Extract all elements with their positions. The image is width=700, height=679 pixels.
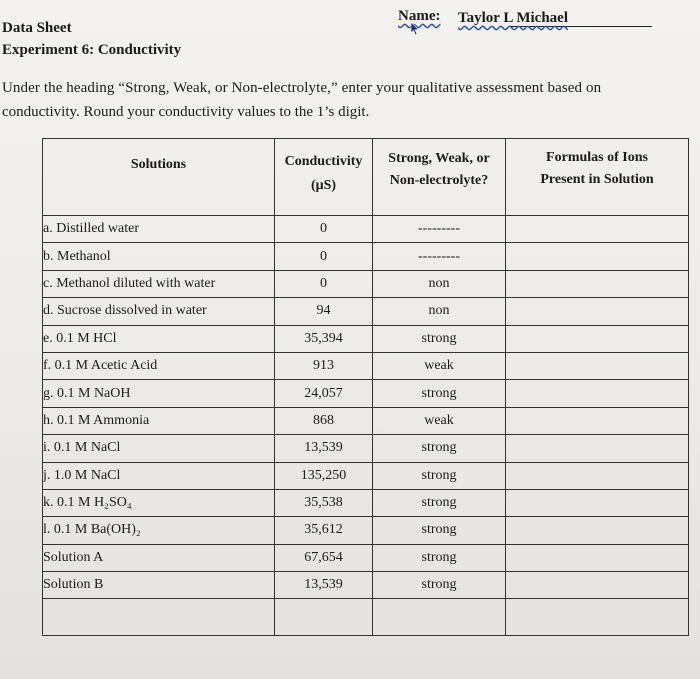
electrolyte-cell[interactable]: weak [373, 407, 506, 434]
solution-cell: a. Distilled water [43, 216, 275, 243]
conductivity-cell[interactable]: 24,057 [275, 380, 373, 407]
table-row [43, 243, 689, 270]
table-row [43, 544, 689, 571]
ions-cell[interactable] [506, 243, 689, 270]
header-electrolyte-line1: Strong, Weak, or [388, 151, 490, 166]
ions-cell[interactable] [506, 517, 689, 544]
ions-cell[interactable] [506, 270, 689, 297]
solution-cell[interactable] [43, 599, 275, 636]
table-row [43, 380, 689, 407]
conductivity-cell[interactable] [275, 599, 373, 636]
header-conductivity-line1: Conductivity [284, 154, 363, 169]
electrolyte-cell[interactable]: weak [373, 352, 506, 379]
electrolyte-cell[interactable]: strong [373, 517, 506, 544]
table-row [43, 489, 689, 516]
electrolyte-cell[interactable]: strong [373, 325, 506, 352]
table-row [43, 407, 689, 434]
ions-cell[interactable] [506, 599, 689, 636]
header-conductivity [275, 139, 373, 216]
solution-cell: Solution B [43, 572, 275, 599]
ions-cell[interactable] [506, 380, 689, 407]
conductivity-cell[interactable]: 35,538 [275, 489, 373, 516]
table-row-empty [43, 599, 689, 636]
conductivity-cell[interactable]: 0 [275, 216, 373, 243]
solution-cell: c. Methanol diluted with water [43, 270, 275, 297]
ions-cell[interactable] [506, 325, 689, 352]
ions-cell[interactable] [506, 435, 689, 462]
table-row [43, 270, 689, 297]
conductivity-cell[interactable]: 135,250 [275, 462, 373, 489]
name-value: Taylor L Michael [458, 10, 569, 26]
header-conductivity-unit: (μS) [310, 177, 337, 193]
solution-cell: b. Methanol [43, 243, 275, 270]
table-row [43, 325, 689, 352]
solution-cell: d. Sucrose dissolved in water [43, 298, 275, 325]
header-ions-line1: Formulas of Ions [546, 150, 648, 165]
instructions-line-1: Under the heading “Strong, Weak, or Non-electrolyte,” enter your qualitative assessment based on [2, 80, 602, 96]
ions-cell[interactable] [506, 544, 689, 571]
table-row [43, 435, 689, 462]
conductivity-cell[interactable]: 35,612 [275, 517, 373, 544]
table-row [43, 352, 689, 379]
ions-cell[interactable] [506, 298, 689, 325]
experiment-title: Experiment 6: Conductivity [2, 42, 182, 58]
conductivity-cell[interactable]: 13,539 [275, 572, 373, 599]
solution-cell: Solution A [43, 544, 275, 571]
header-ions [506, 139, 689, 216]
solution-cell: g. 0.1 M NaOH [43, 380, 275, 407]
sheet-title: Data Sheet [2, 20, 72, 36]
instructions-line-2: conductivity. Round your conductivity values to the 1’s digit. [2, 104, 370, 120]
electrolyte-cell[interactable]: strong [373, 435, 506, 462]
header-electrolyte-line2: Non-electrolyte? [389, 173, 489, 189]
table-row [43, 298, 689, 325]
electrolyte-cell[interactable]: non [373, 298, 506, 325]
table-row [43, 462, 689, 489]
header-ions-line2: Present in Solution [540, 172, 654, 188]
electrolyte-cell[interactable]: strong [373, 489, 506, 516]
conductivity-cell[interactable]: 0 [275, 243, 373, 270]
electrolyte-cell[interactable]: non [373, 270, 506, 297]
solution-cell: f. 0.1 M Acetic Acid [43, 352, 275, 379]
ions-cell[interactable] [506, 352, 689, 379]
header-electrolyte [373, 139, 506, 216]
table-header-row [43, 139, 689, 216]
ions-cell[interactable] [506, 489, 689, 516]
table-row [43, 216, 689, 243]
table-row [43, 517, 689, 544]
solution-cell: k. 0.1 M H₂SO₄ [43, 489, 275, 516]
conductivity-cell[interactable]: 0 [275, 270, 373, 297]
electrolyte-cell[interactable]: strong [373, 380, 506, 407]
solution-cell: h. 0.1 M Ammonia [43, 407, 275, 434]
conductivity-cell[interactable]: 67,654 [275, 544, 373, 571]
ions-cell[interactable] [506, 462, 689, 489]
header-solutions: Solutions [43, 139, 275, 216]
ions-cell[interactable] [506, 407, 689, 434]
conductivity-data-table [42, 138, 689, 636]
solution-cell: j. 1.0 M NaCl [43, 462, 275, 489]
mouse-cursor-icon [410, 22, 420, 36]
ions-cell[interactable] [506, 572, 689, 599]
electrolyte-cell[interactable]: --------- [373, 216, 506, 243]
conductivity-cell[interactable]: 35,394 [275, 325, 373, 352]
electrolyte-cell[interactable]: strong [373, 462, 506, 489]
name-label: Name: [398, 8, 441, 24]
solution-cell: e. 0.1 M HCl [43, 325, 275, 352]
table-row [43, 572, 689, 599]
conductivity-cell[interactable]: 13,539 [275, 435, 373, 462]
solution-cell: l. 0.1 M Ba(OH)₂ [43, 517, 275, 544]
conductivity-cell[interactable]: 913 [275, 352, 373, 379]
conductivity-cell[interactable]: 94 [275, 298, 373, 325]
electrolyte-cell[interactable]: --------- [373, 243, 506, 270]
electrolyte-cell[interactable] [373, 599, 506, 636]
conductivity-cell[interactable]: 868 [275, 407, 373, 434]
electrolyte-cell[interactable]: strong [373, 572, 506, 599]
solution-cell: i. 0.1 M NaCl [43, 435, 275, 462]
name-field[interactable] [458, 10, 652, 27]
electrolyte-cell[interactable]: strong [373, 544, 506, 571]
ions-cell[interactable] [506, 216, 689, 243]
